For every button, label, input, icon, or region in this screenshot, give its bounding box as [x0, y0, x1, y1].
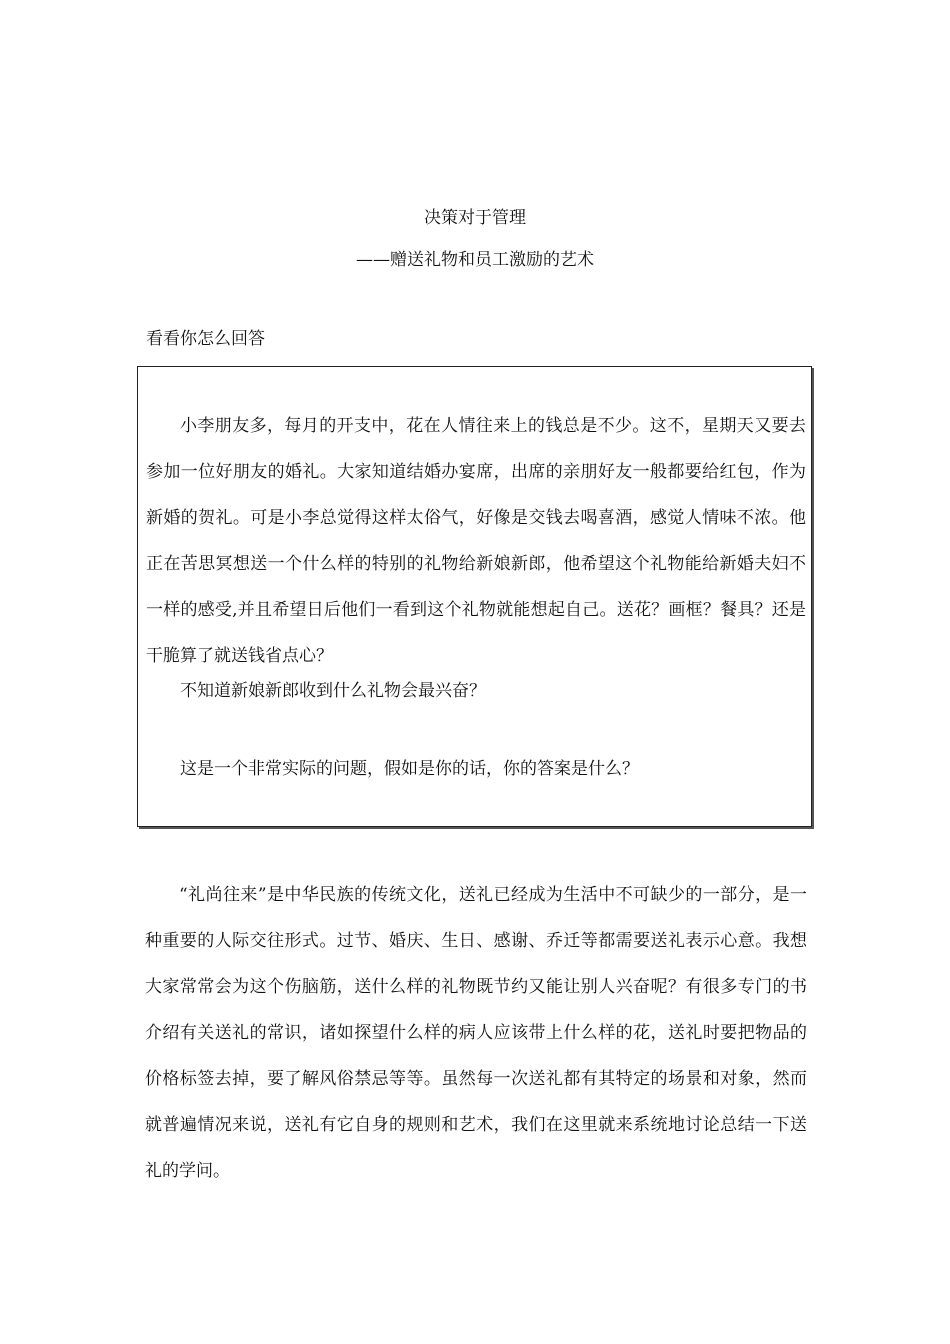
question-paragraph-3: 这是一个非常实际的问题，假如是你的话，你的答案是什么？ — [180, 759, 639, 779]
question-paragraph-1-container — [146, 403, 806, 679]
question-paragraph-3-container — [146, 751, 806, 787]
body-paragraph: “礼尚往来”是中华民族的传统文化，送礼已经成为生活中不可缺少的一部分，是一种重要的人际交往形式。过节、婚庆、生日、感谢、乔迁等都需要送礼表示心意。我想大家常常会为这个伤脑筋，送什么样的礼物既节约又能让别人兴奋呢？有很多专门的书介绍有关送礼的常识，诸如探望什么样的病人应该带上什么样的花，送礼时要把物品的价格标签去掉，要了解风俗禁忌等等。虽然每一次送礼都有其特定的场景和对象，然而就普遍情况来说，送礼有它自身的规则和艺术，我们在这里就来系统地讨论总结一下送礼的学问。 — [145, 885, 807, 1181]
body-text — [145, 872, 807, 1194]
question-paragraph-2: 不知道新娘新郎收到什么礼物会最兴奋？ — [180, 681, 486, 701]
document-subtitle: ——赠送礼物和员工激励的艺术 — [356, 250, 594, 270]
question-box — [137, 366, 812, 827]
section-label: 看看你怎么回答 — [146, 329, 265, 349]
question-paragraph-2-container — [146, 673, 806, 709]
question-paragraph-1: 小李朋友多，每月的开支中，花在人情往来上的钱总是不少。这不，星期天又要去参加一位好朋友的婚礼。大家知道结婚办宴席，出席的亲朋好友一般都要给红包，作为新婚的贺礼。可是小李总觉得这样太俗气，好像是交钱去喝喜酒，感觉人情味不浓。他正在苦思冥想送一个什么样的特别的礼物给新娘新郎，他希望这个礼物能给新婚夫妇不一样的感受,并且希望日后他们一看到这个礼物就能想起自己。送花？画框？餐具？还是干脆算了就送钱省点心？ — [146, 416, 806, 666]
document-title: 决策对于管理 — [424, 208, 526, 228]
